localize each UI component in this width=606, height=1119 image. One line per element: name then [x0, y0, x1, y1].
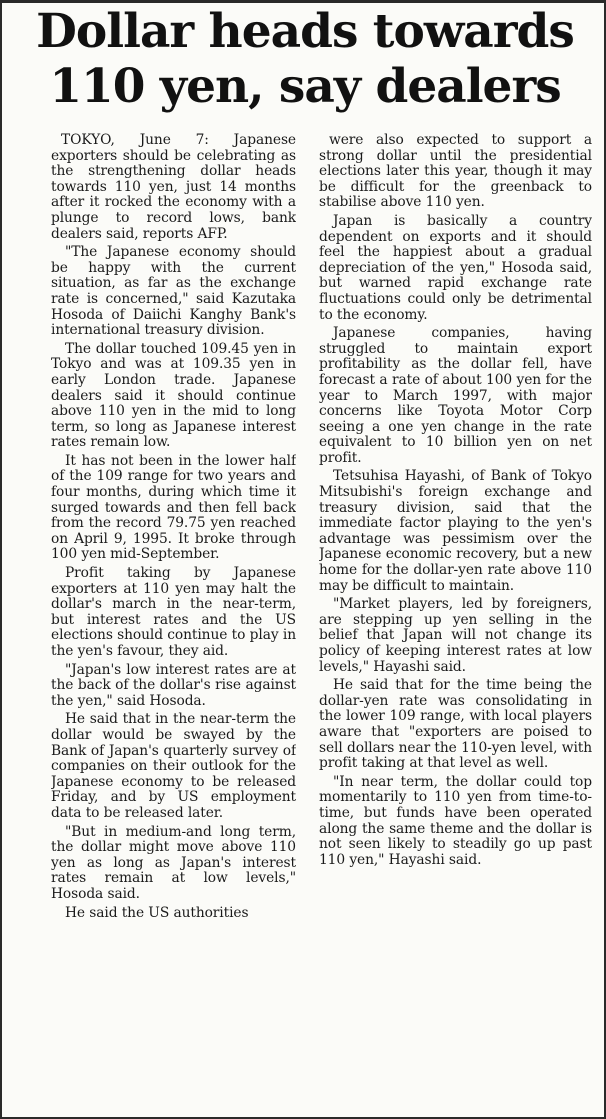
headline-line-1: Dollar heads towards — [36, 4, 574, 59]
headline-line-2: 110 yen, say dealers — [49, 59, 561, 114]
paragraph: "Market players, led by foreigners, are stepping up yen selling in the belief that Japan will not change its policy of keeping interest rates at low levels," Hayashi said. — [319, 596, 592, 675]
paragraph: Tetsuhisa Hayashi, of Bank of Tokyo Mitsubishi's foreign exchange and treasury division, said that the immediate factor playing to the yen's advantage was pessimism over the Japanese economic recovery, but a new home for the dollar-yen rate above 110 may be difficult to maintain. — [319, 468, 592, 594]
paragraph: It has not been in the lower half of the 109 range for two years and four months, during which time it surged towards and then fell back from the record 79.75 yen reached on April 9, 1995. It broke through 100 yen mid-September. — [51, 452, 296, 563]
paragraph: "Japan's low interest rates are at the back of the dollar's rise against the yen," said Hosoda. — [51, 661, 296, 709]
paragraph: He said that in the near-term the dollar would be swayed by the Bank of Japan's quarterly survey of companies on their outlook for the Japanese economy to be released Friday, and by US employment data to be released later. — [51, 711, 296, 821]
paragraph: He said that for the time being the dollar-yen rate was consolidating in the lower 109 range, with local players aware that "exporters are poised to sell dollars near the 110-yen level, with profit taking at that level as well. — [319, 677, 592, 772]
paragraph: Japanese companies, having struggled to maintain export profitability as the dollar fell, have forecast a rate of about 100 yen for the year to March 1997, with major concerns like Toyota Motor Corp seeing a one yen change in the rate equivalent to 10 billion yen on net profit. — [319, 325, 592, 466]
top-rule — [2, 0, 606, 3]
paragraph: He said the US authorities — [65, 904, 249, 921]
paragraph: Profit taking by Japanese exporters at 110 yen may halt the dollar's march in the near-term, but interest rates and the US elections should continue to play in the yen's favour, they aid. — [51, 565, 296, 659]
paragraph: "But in medium-and long term, the dollar might move above 110 yen as long as Japan's interest rates remain at low levels," Hosoda said. — [51, 823, 296, 902]
paragraph: "In near term, the dollar could top momentarily to 110 yen from time-to-time, but funds have been operated along the same theme and the dollar is not seen likely to steadily go up past 110 yen," Hayashi said. — [319, 773, 592, 868]
paragraph: were also expected to support a strong dollar until the presidential elections later this year, though it may be difficult for the greenback to stabilise above 110 yen. — [319, 133, 592, 211]
article-column-right — [319, 133, 592, 1115]
article-column-left — [51, 133, 296, 1113]
paragraph: "The Japanese economy should be happy with the current situation, as far as the exchange rate is concerned," said Kazutaka Hosoda of Daiichi Kanghy Bank's international treasury division. — [51, 244, 296, 339]
paragraph: Japan is basically a country dependent on exports and it should feel the happiest about a gradual depreciation of the yen," Hosoda said, but warned rapid exchange rate fluctuations could only be detrimental to the economy. — [319, 212, 592, 323]
paragraph: TOKYO, June 7: Japanese exporters should be celebrating as the strengthening dollar heads towards 110 yen, just 14 months after it rocked the economy with a plunge to record lows, bank dealers said, reports AFP. — [51, 133, 296, 242]
headline — [2, 4, 606, 114]
paragraph: The dollar touched 109.45 yen in Tokyo and was at 109.35 yen in early London trade. Japanese dealers said it should continue above 110 yen in the mid to long term, so long as Japanese interest rates remain low. — [51, 340, 296, 451]
